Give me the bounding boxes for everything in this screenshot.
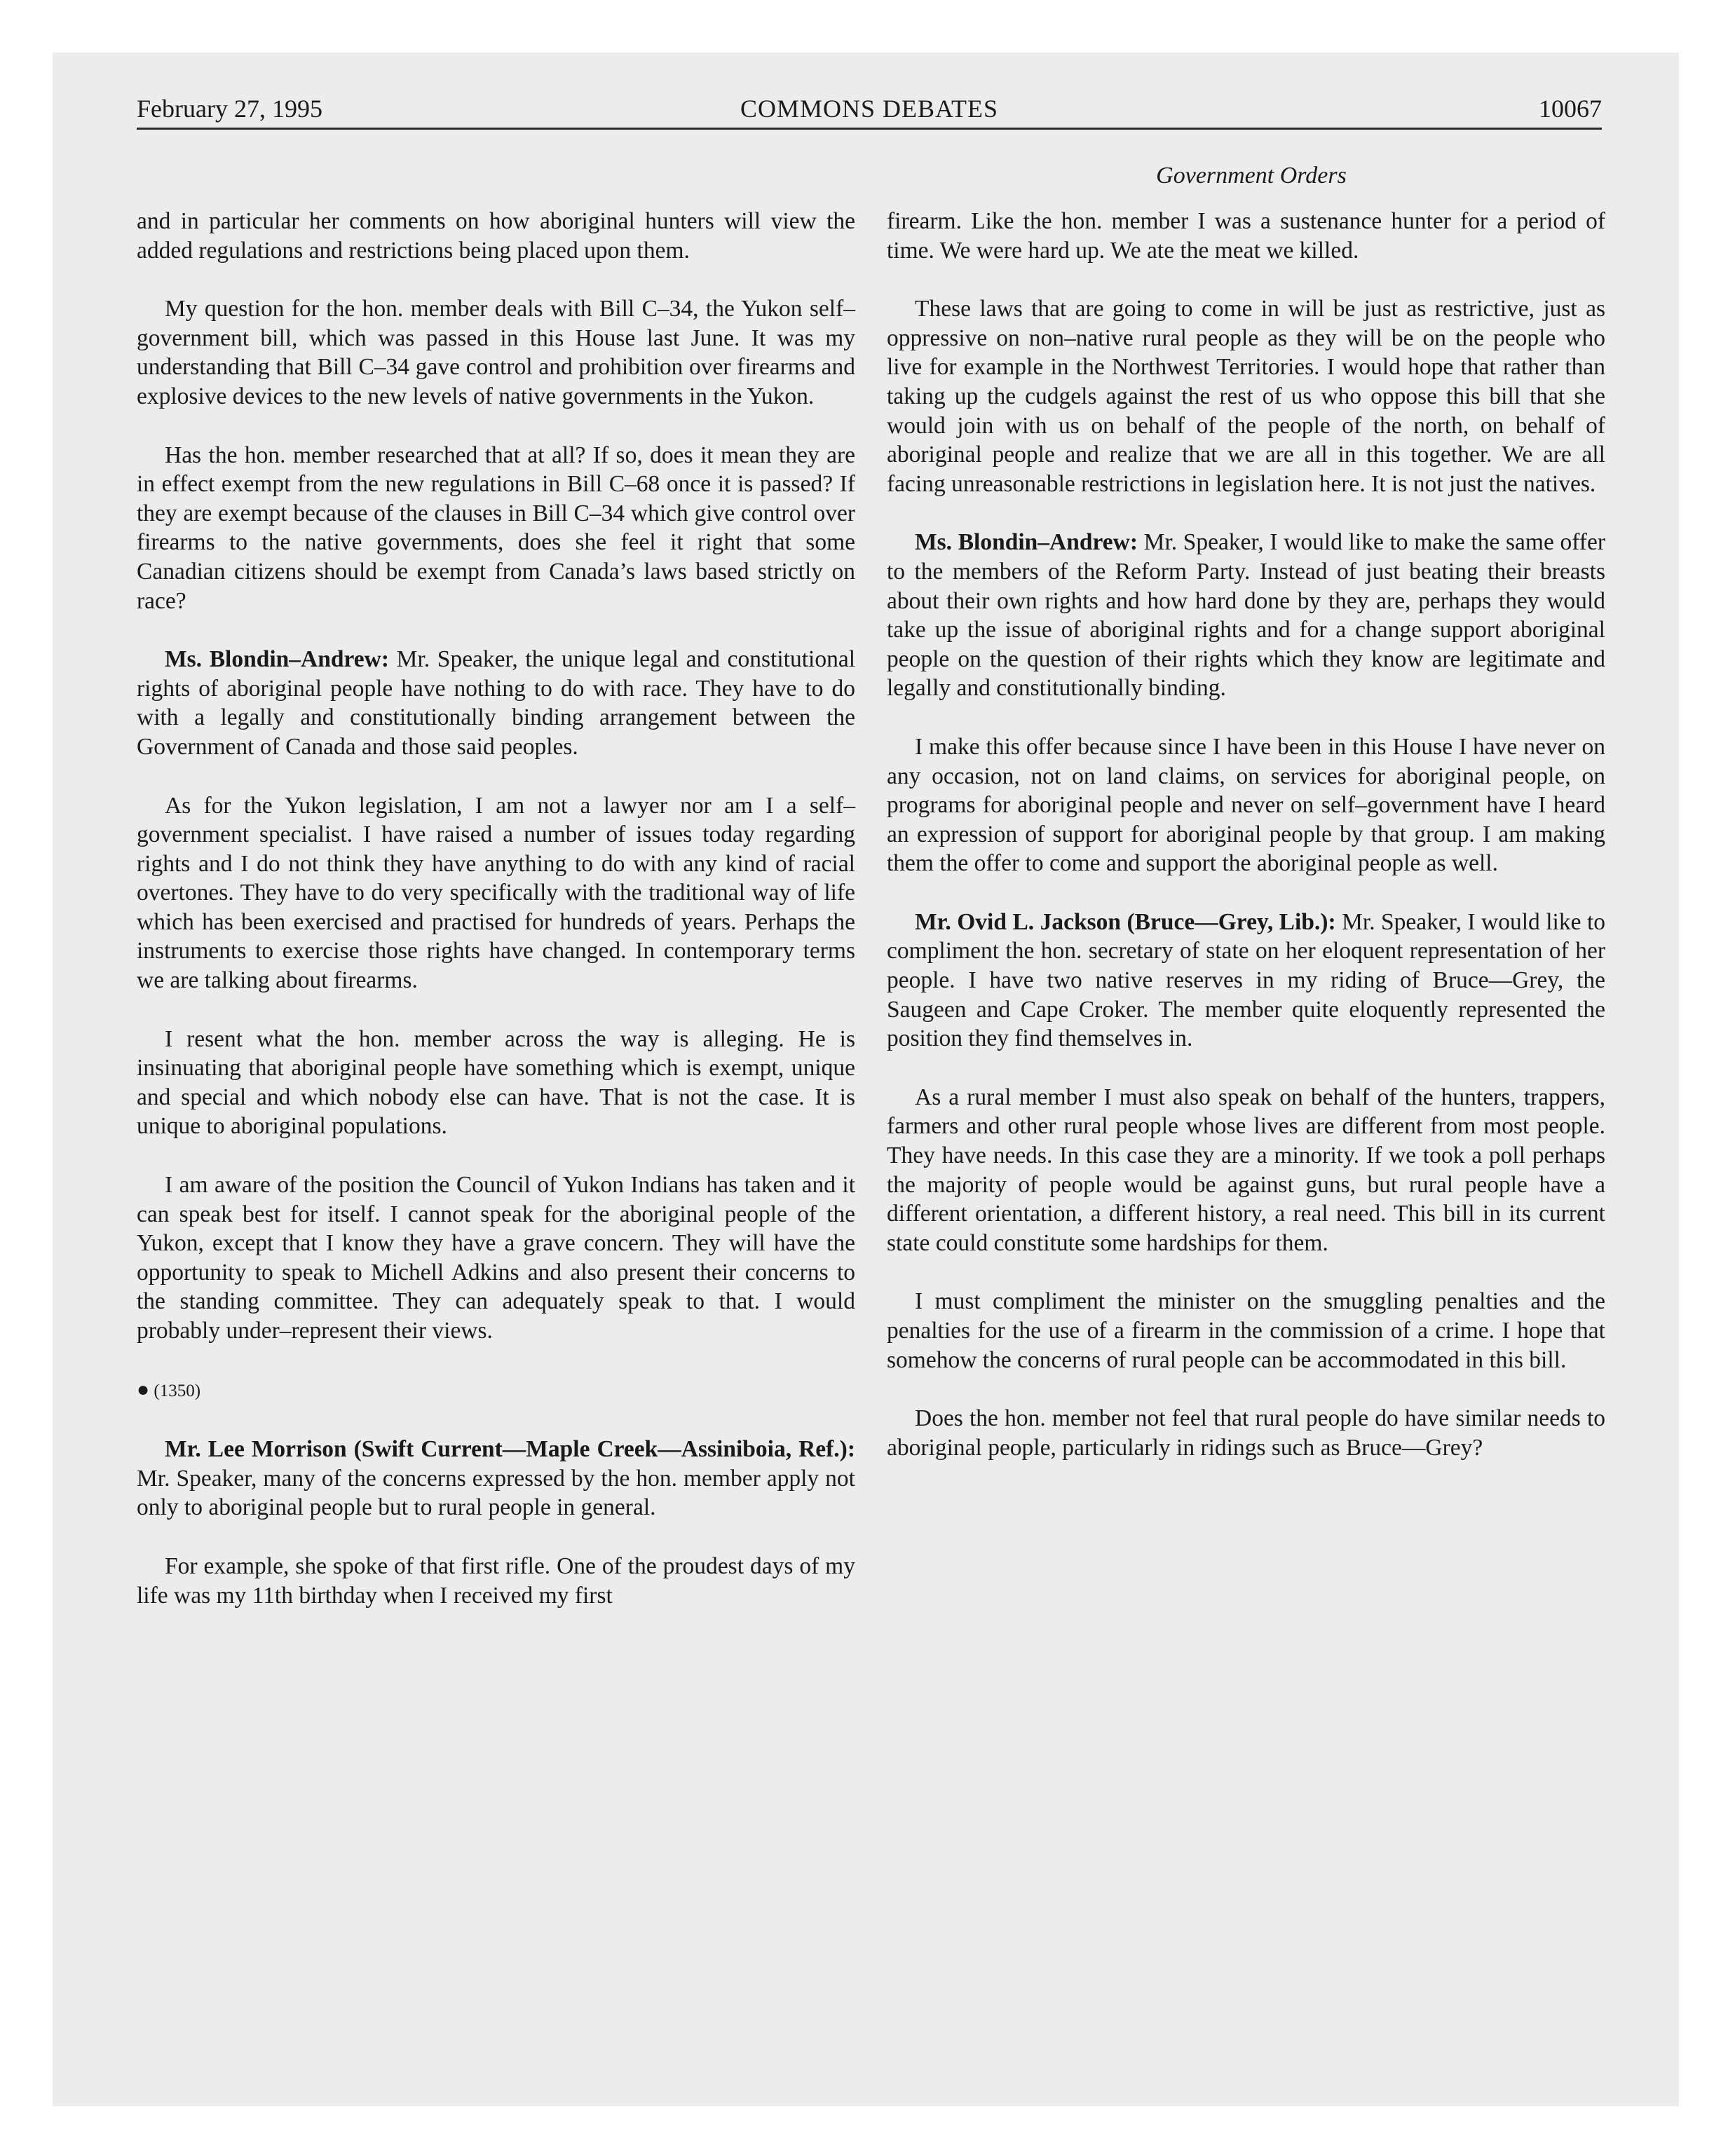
right-column bbox=[887, 207, 1605, 1462]
speaker-name: Mr. Ovid L. Jackson (Bruce—Grey, Lib.): bbox=[915, 908, 1336, 935]
paragraph: I resent what the hon. member across the way is alleging. He is insinuating that aboriginal people have something which is exempt, unique and special and which nobody else can have. That is not the case. It is unique to aboriginal populations. bbox=[137, 1025, 855, 1140]
speaker-name: Ms. Blondin–Andrew: bbox=[165, 646, 389, 673]
header-date: February 27, 1995 bbox=[137, 95, 322, 123]
paragraph: I am aware of the position the Council of Yukon Indians has taken and it can speak best for itself. I cannot speak for the aboriginal people of the Yukon, except that I know they have a grave concern. They will have the opportunity to speak to Michell Adkins and also present their concerns to the standing committee. They can adequately speak to that. I would probably under–represent their views. bbox=[137, 1172, 855, 1344]
time-marker-text: (1350) bbox=[154, 1381, 201, 1400]
section-label: Government Orders bbox=[1156, 163, 1347, 189]
speaker-name: Ms. Blondin–Andrew: bbox=[915, 529, 1138, 556]
header-rule bbox=[137, 128, 1602, 130]
speech-paragraph bbox=[137, 645, 855, 761]
speech-paragraph bbox=[887, 908, 1605, 1053]
header-publication-title: COMMONS DEBATES bbox=[740, 95, 999, 123]
paragraph: Has the hon. member researched that at all? If so, does it mean they are in effect exempt from the new regulations in Bill C–68 once it is passed? If they are exempt because of the clauses in Bill C–34 which give control over firearms to the native governments, does she feel it right that some Canadian citizens should be exempt from Canada’s laws based strictly on race? bbox=[137, 442, 855, 614]
left-column bbox=[137, 207, 855, 1610]
speech-paragraph bbox=[887, 528, 1605, 703]
time-marker bbox=[137, 1375, 855, 1406]
paragraph: I make this offer because since I have been in this House I have never on any occasion, not on land claims, on services for aboriginal people, on programs for aboriginal people and never on self–government have I heard an expression of support for aboriginal people by that group. I am making them the offer to come and support the aboriginal people as well. bbox=[887, 733, 1605, 877]
paragraph: I must compliment the minister on the smuggling penalties and the penalties for the use of a firearm in the commission of a crime. I hope that somehow the concerns of rural people can be accommodated in this bill. bbox=[887, 1288, 1605, 1373]
bullet-icon: ● bbox=[137, 1377, 150, 1401]
speech-text: Mr. Speaker, I would like to compliment the hon. secretary of state on her eloquent representation of her people. I have two native reserves in my riding of Bruce—Grey, the Saugeen and Cape Croker. The member quite eloquently represented the position they find themselves in. bbox=[887, 908, 1605, 1052]
paragraph: and in particular her comments on how aboriginal hunters will view the added regulations and restrictions being placed upon them. bbox=[137, 208, 855, 264]
speech-text: Mr. Speaker, the unique legal and constitutional rights of aboriginal people have nothing to do with race. They have to do with a legally and constitutionally binding arrangement between the Government of Canada and those said peoples. bbox=[137, 646, 856, 760]
paragraph: Does the hon. member not feel that rural people do have similar needs to aboriginal people, particularly in ridings such as Bruce—Grey? bbox=[887, 1405, 1605, 1461]
paragraph: These laws that are going to come in will be just as restrictive, just as oppressive on non–native rural people as they will be on the people who live for example in the Northwest Territories. I would hope that rather than taking up the cudgels against the rest of us who oppose this bill that she would join with us on behalf of the people of the north, on behalf of aboriginal people and realize that we are all in this together. We are all facing unreasonable restrictions in legislation here. It is not just the natives. bbox=[887, 296, 1605, 497]
paragraph: As for the Yukon legislation, I am not a lawyer nor am I a self–government specialist. I have raised a number of issues today regarding rights and I do not think they have anything to do with any kind of racial overtones. They have to do very specifically with the traditional way of life which has been exercised and practised for hundreds of years. Perhaps the instruments to exercise those rights have changed. In contemporary terms we are talking about firearms. bbox=[137, 792, 855, 994]
speaker-name: Mr. Lee Morrison (Swift Current—Maple Creek—Assiniboia, Ref.): bbox=[165, 1436, 855, 1463]
page-header bbox=[137, 88, 1602, 130]
speech-paragraph bbox=[137, 1435, 855, 1522]
paragraph: My question for the hon. member deals with Bill C–34, the Yukon self–government bill, which was passed in this House last June. It was my understanding that Bill C–34 gave control and prohibition over firearms and explosive devices to the new levels of native governments in the Yukon. bbox=[137, 296, 855, 409]
paragraph: As a rural member I must also speak on behalf of the hunters, trappers, farmers and other rural people whose lives are different from most people. They have needs. In this case they are a minority. If we took a poll perhaps the majority of people would be against guns, but rural people have a different orientation, a different history, a real need. This bill in its current state could constitute some hardships for them. bbox=[887, 1084, 1605, 1256]
header-page-number: 10067 bbox=[1539, 95, 1602, 123]
paragraph: firearm. Like the hon. member I was a sustenance hunter for a period of time. We were hard up. We ate the meat we killed. bbox=[887, 208, 1605, 264]
speech-text: Mr. Speaker, I would like to make the same offer to the members of the Reform Party. Instead of just beating their breasts about their own rights and how hard done by they are, perhaps they would take up the issue of aboriginal rights and for a change support aboriginal people on the question of their rights which they know are legitimate and legally and constitutionally binding. bbox=[887, 529, 1605, 702]
speech-text: Mr. Speaker, many of the concerns expressed by the hon. member apply not only to aboriginal people but to rural people in general. bbox=[137, 1465, 855, 1521]
paragraph: For example, she spoke of that first rifle. One of the proudest days of my life was my 11th birthday when I received my first bbox=[137, 1553, 855, 1609]
